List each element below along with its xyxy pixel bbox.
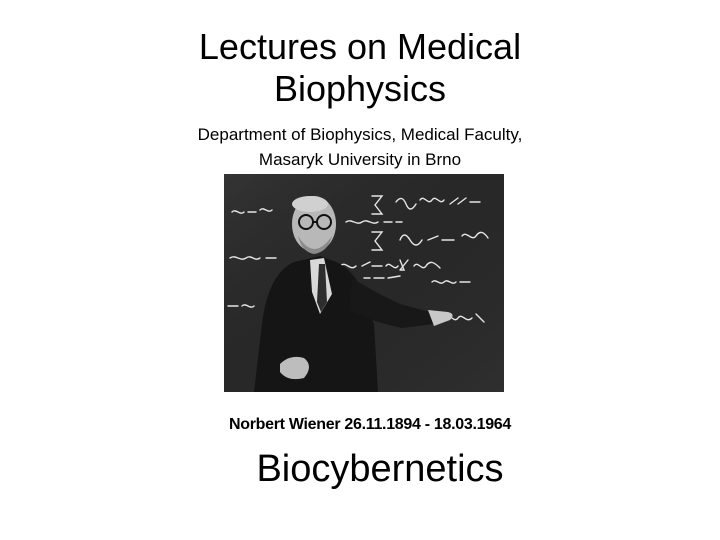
subtitle-line2: Masaryk University in Brno: [258, 150, 462, 169]
slide-subtitle: [0, 122, 720, 172]
subtitle-line1: Department of Biophysics, Medical Faculty,: [197, 125, 523, 144]
slide-title-line2: Biophysics: [273, 68, 447, 109]
slide-title-line1: Lectures on Medical: [198, 26, 522, 67]
slide-title: [0, 26, 720, 110]
lecturer-photo-image: [224, 174, 504, 392]
bottom-title: Biocybernetics: [256, 448, 504, 490]
photo-caption: Norbert Wiener 26.11.1894 - 18.03.1964: [229, 416, 511, 433]
lecturer-photo: [224, 174, 504, 392]
